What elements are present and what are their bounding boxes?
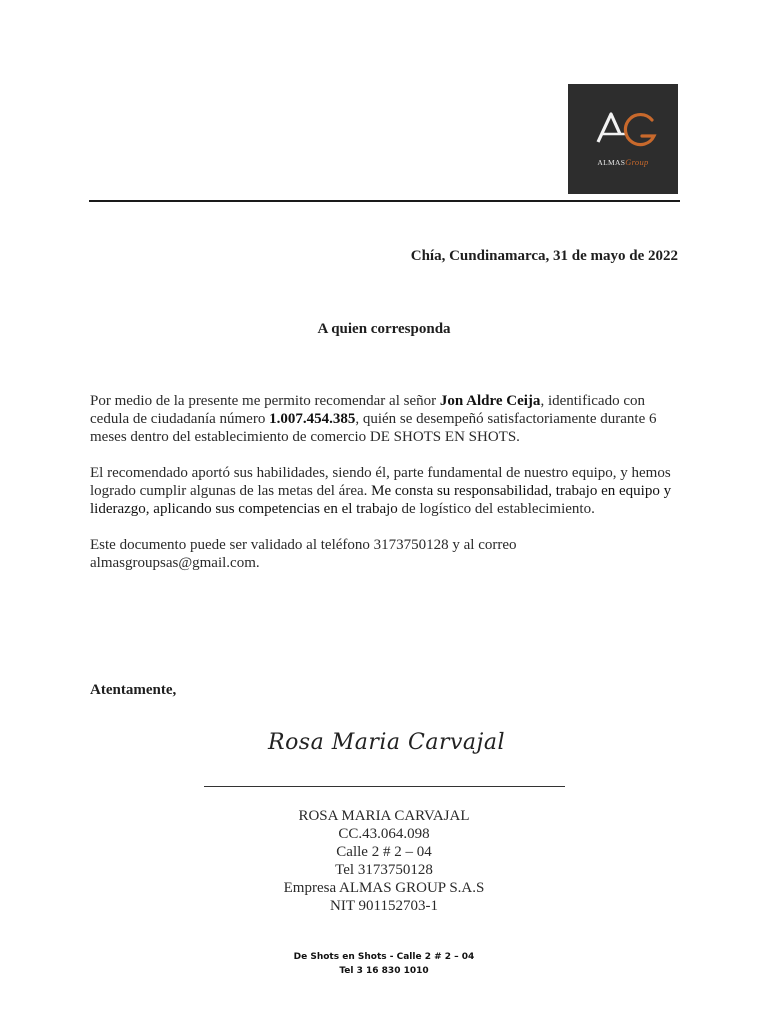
header-rule xyxy=(89,200,680,202)
id-number: 1.007.454.385 xyxy=(269,411,356,427)
paragraph-validation: Este documento puede ser validado al teléfono 3173750128 y al correo almasgroupsas@gmail.com. xyxy=(90,537,517,571)
signature-line xyxy=(204,786,565,787)
signer-company: Empresa ALMAS GROUP S.A.S xyxy=(283,880,485,896)
signer-block xyxy=(0,807,768,915)
p2-highlight: Me consta su responsabilidad, trabajo en equipo y liderazgo, aplicando sus competencias en el trabajo xyxy=(90,483,672,517)
company-logo xyxy=(568,84,678,194)
logo-caption xyxy=(568,157,678,167)
p1-text-2: , identificado con cedula de ciudadanía número xyxy=(90,393,645,427)
p2-text-1: El recomendado aportó sus habilidades, siendo él, parte fundamental de nuestro equipo, y hemos logrado cumplir algunas de las metas del área. xyxy=(90,465,671,499)
footer-line-2: Tel 3 16 830 1010 xyxy=(339,966,429,976)
footer-line-1: De Shots en Shots - Calle 2 # 2 – 04 xyxy=(293,952,475,962)
date-line: Chía, Cundinamarca, 31 de mayo de 2022 xyxy=(410,248,678,264)
paragraph-contribution xyxy=(90,464,680,518)
salutation: A quien corresponda xyxy=(317,321,451,337)
signer-nit: NIT 901152703-1 xyxy=(330,898,438,914)
page-footer xyxy=(0,950,768,978)
closing: Atentamente, xyxy=(90,682,177,698)
signer-address: Calle 2 # 2 – 04 xyxy=(336,844,432,860)
paragraph-recommendation xyxy=(90,392,680,446)
signer-id: CC.43.064.098 xyxy=(338,826,430,842)
logo-brand-script: Group xyxy=(625,157,649,167)
handwritten-signature: Rosa Maria Carvajal xyxy=(268,730,505,755)
ag-monogram-icon xyxy=(568,84,678,194)
logo-brand-text: ALMAS xyxy=(597,158,626,167)
p1-text-1: Por medio de la presente me permito recomendar al señor xyxy=(90,393,440,409)
signer-phone: Tel 3173750128 xyxy=(335,862,433,878)
p2-text-2: de logístico del establecimiento. xyxy=(397,501,595,517)
p1-text-3: , quién se desempeñó satisfactoriamente durante 6 meses dentro del establecimiento de comercio DE SHOTS EN SHOTS. xyxy=(90,411,657,445)
signer-name: ROSA MARIA CARVAJAL xyxy=(298,808,470,824)
recommended-person-name: Jon Aldre Ceija xyxy=(439,393,541,409)
